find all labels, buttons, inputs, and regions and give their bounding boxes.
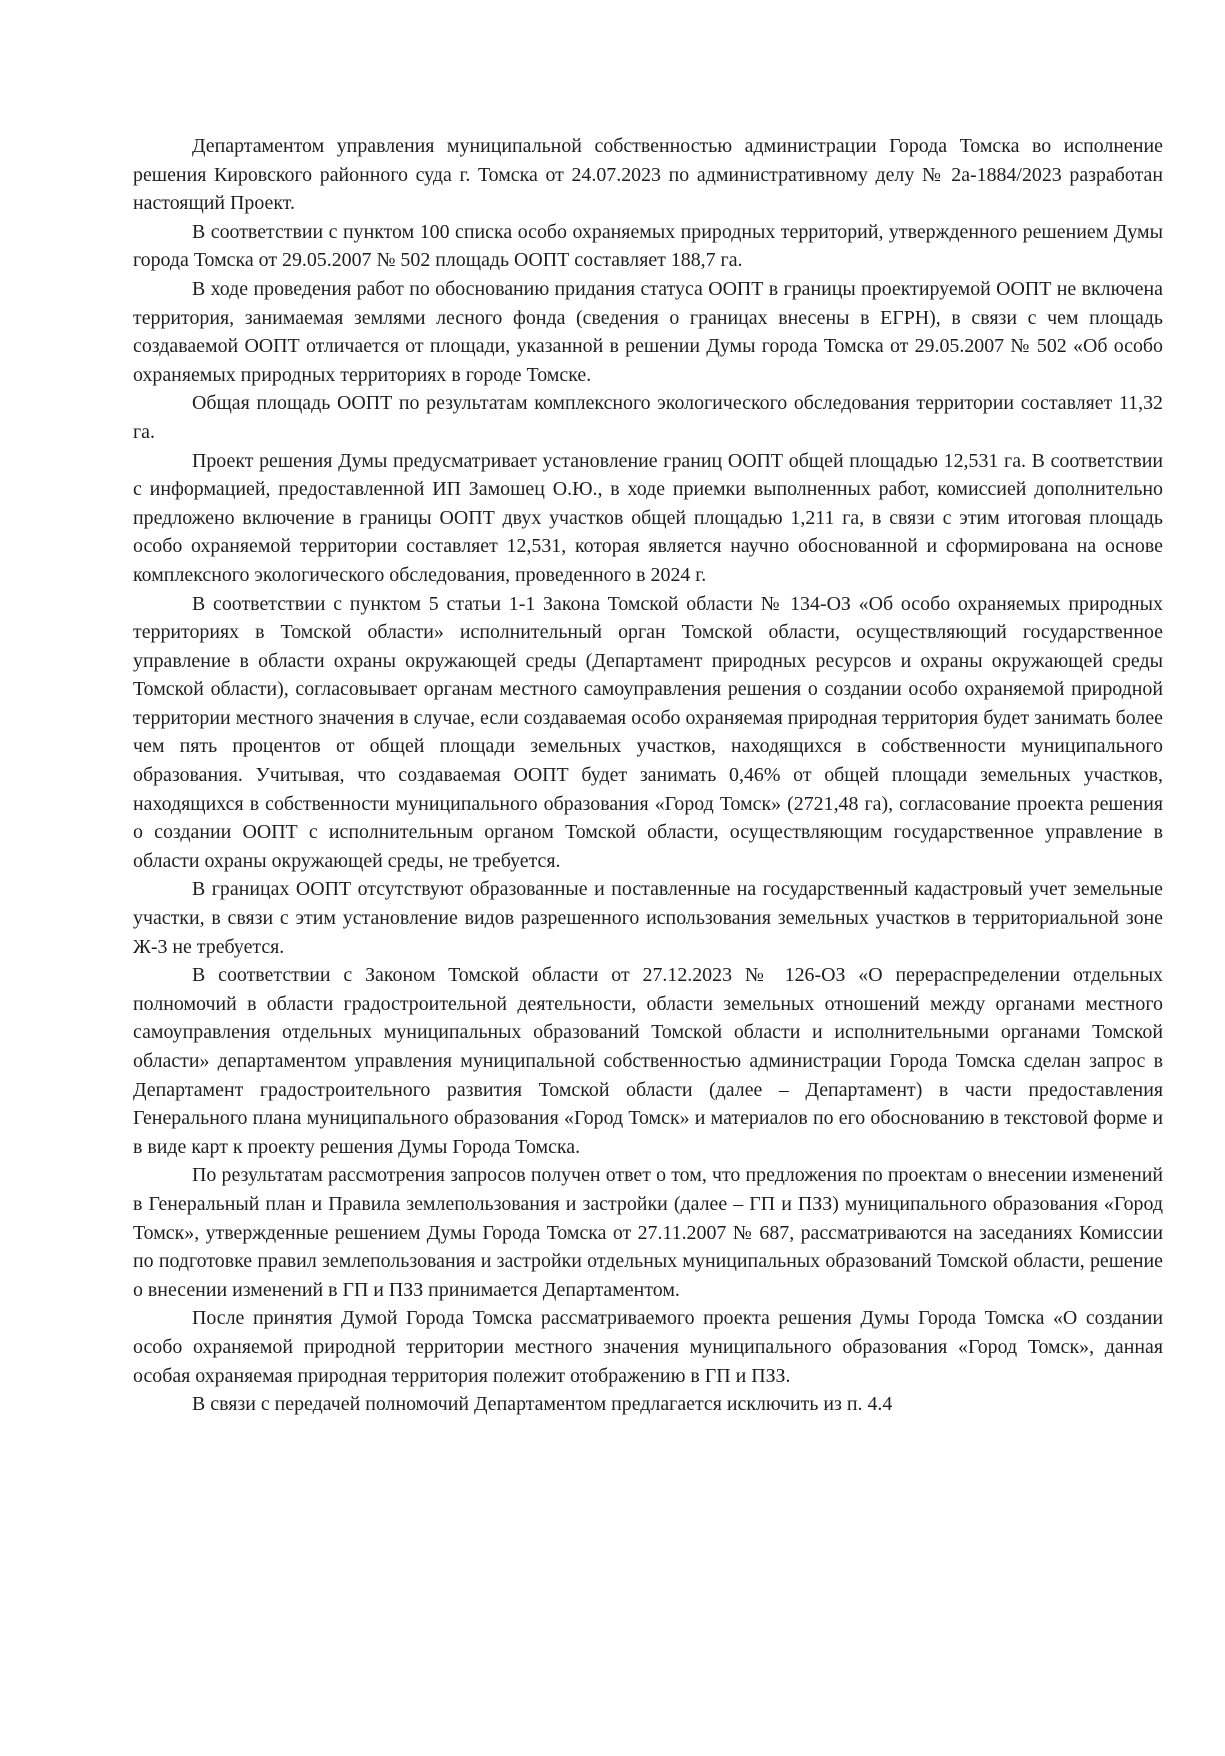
paragraph-after-adoption: После принятия Думой Города Томска рассматриваемого проекта решения Думы Города Томска «О создании особо охраняемой природной территории местного значения муниципального образования «Город Томск», данная особая охраняемая природная территория полежит отображению в ГП и ПЗЗ. — [133, 1307, 1163, 1387]
paragraph-project-origin: Департаментом управления муниципальной собственностью администрации Города Томска во исполнение решения Кировского районного суда г. Томска от 24.07.2023 по административному делу № 2а-1884/2023 разработан настоящий Проект. — [133, 135, 1163, 215]
paragraph-land-plots: В границах ООПТ отсутствуют образованные и поставленные на государственный кадастровый учет земельные участки, в связи с этим установление видов разрешенного использования земельных участков в территориальной зоне Ж-3 не требуется. — [133, 878, 1163, 958]
paragraph-request-results: По результатам рассмотрения запросов получен ответ о том, что предложения по проектам о внесении изменений в Генеральный план и Правила землепользования и застройки (далее – ГП и ПЗЗ) муниципального образования «Город Томск», утвержденные решением Думы Города Томска от 27.11.2007 № 687, рассматриваются на заседаниях Комиссии по подготовке правил землепользования и застройки отдельных муниципальных образований Томской области, решение о внесении изменений в ГП и ПЗЗ принимается Департаментом. — [133, 1164, 1163, 1301]
paragraph-redistribution-law: В соответствии с Законом Томской области от 27.12.2023 № 126-ОЗ «О перераспределении отдельных полномочий в области градостроительной деятельности, области земельных отношений между органами местного самоуправления отдельных муниципальных образований Томской области и исполнительными органами Томской области» департаментом управления муниципальной собственностью администрации Города Томска сделан запрос в Департамент градостроительного развития Томской области (далее – Департамент) в части предоставления Генерального плана муниципального образования «Город Томск» и материалов по его обоснованию в текстовой форме и в виде карт к проекту решения Думы Города Томска. — [133, 964, 1163, 1158]
paragraph-total-area: Общая площадь ООПТ по результатам комплексного экологического обследования территории составляет 11,32 га. — [133, 392, 1163, 443]
paragraph-exclusion: В связи с передачей полномочий Департаментом предлагается исключить из п. 4.4 — [192, 1393, 893, 1416]
document-body — [133, 132, 1163, 1419]
paragraph-area-list: В соответствии с пунктом 100 списка особо охраняемых природных территорий, утвержденного решением Думы города Томска от 29.05.2007 № 502 площадь ООПТ составляет 188,7 га. — [133, 220, 1163, 272]
paragraph-regional-law: В соответствии с пунктом 5 статьи 1-1 Закона Томской области № 134-ОЗ «Об особо охраняемых природных территориях в Томской области» исполнительный орган Томской области, осуществляющий государственное управление в области охраны окружающей среды (Департамент природных ресурсов и охраны окружающей среды Томской области), согласовывает органам местного самоуправления решения о создании особо охраняемой природной территории местного значения в случае, если создаваемая особо охраняемая природная территория будет занимать более чем пять процентов от общей площади земельных участков, находящихся в собственности муниципального образования. Учитывая, что создаваемая ООПТ будет занимать 0,46% от общей площади земельных участков, находящихся в собственности муниципального образования «Город Томск» (2721,48 га), согласование проекта решения о создании ООПТ с исполнительным органом Томской области, осуществляющим государственное управление в области охраны окружающей среды, не требуется. — [133, 592, 1163, 872]
paragraph-forest-fund: В ходе проведения работ по обоснованию придания статуса ООПТ в границы проектируемой ООПТ не включена территория, занимаемая землями лесного фонда (сведения о границах внесены в ЕГРН), в связи с чем площадь создаваемой ООПТ отличается от площади, указанной в решении Думы города Томска от 29.05.2007 № 502 «Об особо охраняемых природных территориях в городе Томске. — [133, 277, 1163, 386]
paragraph-boundaries: Проект решения Думы предусматривает установление границ ООПТ общей площадью 12,531 га. В соответствии с информацией, предоставленной ИП Замошец О.Ю., в ходе приемки выполненных работ, комиссией дополнительно предложено включение в границы ООПТ двух участков общей площадью 1,211 га, в связи с этим итоговая площадь особо охраняемой территории составляет 12,531, которая является научно обоснованной и сформирована на основе комплексного экологического обследования, проведенного в 2024 г. — [133, 449, 1163, 586]
